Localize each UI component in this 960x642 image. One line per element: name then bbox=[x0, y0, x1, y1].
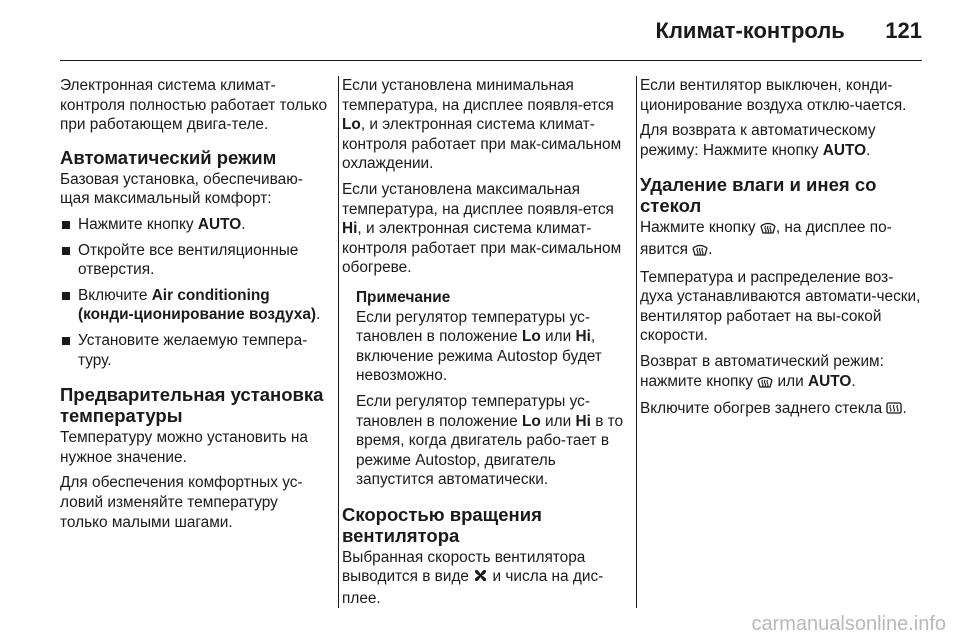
list-item: Включите Air conditioning (конди-ционирование воздуха). bbox=[60, 286, 328, 325]
column-divider-2 bbox=[636, 76, 637, 608]
list-item: Откройте все вентиляционные отверстия. bbox=[60, 241, 328, 280]
auto-steps-list bbox=[60, 215, 328, 370]
max-temp-paragraph: Если установлена максимальная температура, на дисплее появля-ется Hi, и электронная система климат-контроля работает при мак-симальном обогреве. bbox=[342, 180, 622, 277]
windshield-defrost-icon bbox=[692, 242, 708, 262]
defrost-paragraph: Нажмите кнопку , на дисплее по-явится . bbox=[640, 218, 925, 261]
auto-mode-text: Базовая установка, обеспечиваю-щая максимальный комфорт: bbox=[60, 170, 303, 208]
intro-paragraph: Электронная система климат-контроля полностью работает только при работающем двига-теле. bbox=[60, 77, 328, 134]
header-divider bbox=[60, 60, 922, 61]
preset-temperature-heading: Предварительная установка температуры bbox=[60, 384, 324, 427]
min-temp-paragraph: Если установлена минимальная температура, на дисплее появля-ется Lo, и электронная система климат-контроля работает при мак-симальном охлаждении. bbox=[342, 77, 622, 173]
air-conditioning-label: Air conditioning (конди-ционирование воздуха) bbox=[78, 286, 317, 324]
auto-mode-heading: Автоматический режим bbox=[60, 146, 277, 168]
column-3 bbox=[640, 76, 925, 427]
fan-speed-text: Выбранная скорость вентилятора выводится в виде и числа на дис-плее. bbox=[342, 548, 604, 608]
return-auto-paragraph: Возврат в автоматический режим: нажмите кнопку или AUTO. bbox=[640, 352, 925, 393]
defrost-auto-paragraph: Температура и распределение воз-духа устанавливаются автомати-чески, вентилятор работает на вы-сокой скорости. bbox=[640, 268, 921, 345]
column-2 bbox=[342, 76, 624, 615]
note-box bbox=[356, 288, 624, 490]
auto-key-label: AUTO bbox=[197, 215, 242, 233]
rear-window-paragraph: Включите обогрев заднего стекла . bbox=[640, 399, 925, 421]
fan-off-paragraph: Если вентилятор выключен, конди-ционирование воздуха отклю-чается. bbox=[640, 77, 907, 114]
preset-text-1: Температуру можно установить на нужное значение. bbox=[60, 429, 308, 466]
column-divider-1 bbox=[338, 76, 339, 608]
defrost-heading: Удаление влаги и инея со стекол bbox=[640, 174, 877, 217]
list-item: Нажмите кнопку AUTO. bbox=[60, 215, 328, 235]
page-title: Климат-контроль bbox=[655, 18, 845, 43]
note-title: Примечание bbox=[356, 288, 451, 306]
fan-icon bbox=[473, 568, 488, 589]
fan-speed-heading: Скоростью вращения вентилятора bbox=[342, 503, 542, 546]
preset-text-2: Для обеспечения комфортных ус-ловий изменяйте температуру только малыми шагами. bbox=[60, 474, 303, 531]
page-header bbox=[0, 18, 922, 54]
rear-window-heating-icon bbox=[886, 401, 902, 421]
note-paragraph-1: Если регулятор температуры ус-тановлен в положение Lo или Hi, включение режима Autostop будет невозможно. bbox=[356, 308, 602, 385]
watermark: carmanualsonline.info bbox=[751, 613, 946, 635]
note-paragraph-2: Если регулятор температуры ус-тановлен в положение Lo или Hi в то время, когда двигатель рабо-тает в режиме Autostop, двигатель запустится автоматически. bbox=[356, 392, 624, 489]
back-to-auto-paragraph: Для возврата к автоматическому режиму: Нажмите кнопку AUTO. bbox=[640, 122, 876, 159]
windshield-defrost-icon bbox=[760, 220, 776, 240]
list-item: Установите желаемую темпера-туру. bbox=[60, 331, 328, 370]
column-1 bbox=[60, 76, 328, 538]
page-number: 121 bbox=[885, 18, 922, 43]
windshield-defrost-icon bbox=[757, 374, 773, 394]
